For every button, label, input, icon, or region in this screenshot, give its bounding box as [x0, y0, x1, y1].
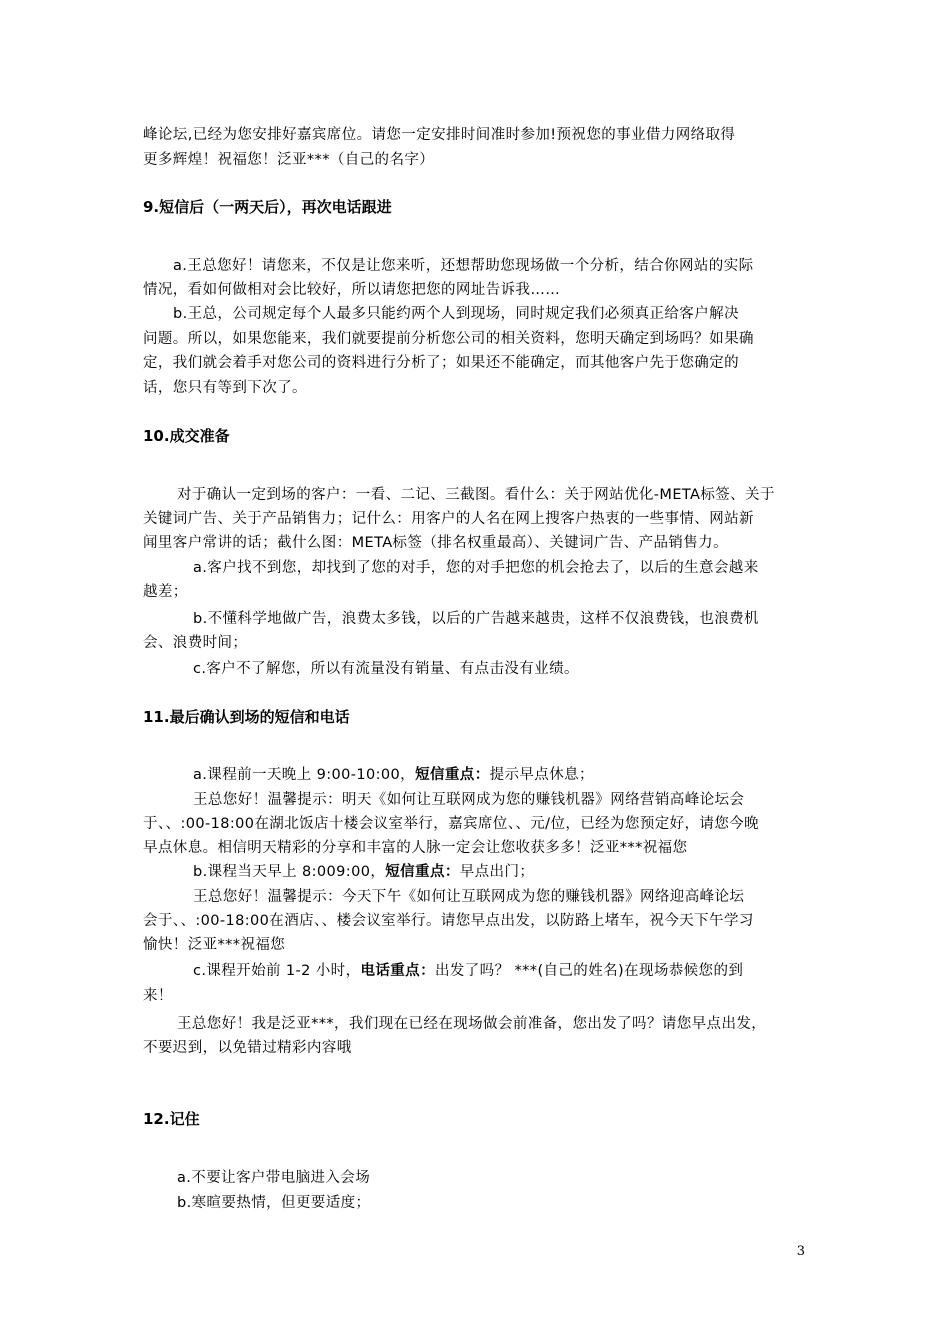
section-11-item-c-line-2: 来！: [143, 988, 173, 1004]
section-10-item-b-line-1: b.不懂科学地做广告，浪费太多钱，以后的广告越来越贵，这样不仅浪费钱，也浪费机: [193, 611, 759, 627]
section-10-item-c-line-1: c.客户不了解您，所以有流量没有销量、有点击没有业绩。: [193, 661, 579, 677]
section-11-msg-a-line-1: 王总您好！温馨提示：明天《如何让互联网成为您的赚钱机器》网络营销高峰论坛会: [193, 792, 745, 808]
section-11-msg-b-line-1: 王总您好！温馨提示：今天下午《如何让互联网成为您的赚钱机器》网络迎高峰论坛: [193, 889, 745, 905]
section-11-msg-a-line-3: 早点休息。相信明天精彩的分享和丰富的人脉一定会让您收获多多！泛亚***祝福您: [143, 840, 688, 856]
section-11-item-b-text: b.课程当天早上 8:009:00，: [193, 864, 386, 880]
heading-section-10: 10.成交准备: [143, 427, 230, 445]
section-11-msg-b-line-3: 愉快！泛亚***祝福您: [143, 937, 286, 953]
section-10-item-b-line-2: 会、浪费时间；: [143, 635, 248, 651]
section-11-item-c-text: c.课程开始前 1-2 小时，: [193, 963, 361, 979]
section-11-item-b-tail: 早点出门；: [459, 864, 535, 880]
heading-section-12: 12.记住: [143, 1110, 200, 1128]
heading-section-11: 11.最后确认到场的短信和电话: [143, 708, 350, 726]
section-11-item-b-bold: 短信重点：: [385, 864, 460, 880]
section-11-msg-c-line-1: 王总您好！我是泛亚***，我们现在已经在现场做会前准备，您出发了吗？请您早点出发，: [177, 1016, 767, 1032]
section-11-item-c-bold: 电话重点：: [360, 963, 435, 979]
section-9-item-b-line-4: 话，您只有等到下次了。: [143, 380, 307, 396]
page-number: 3: [796, 1244, 805, 1259]
section-10-intro-line-2: 关键词广告、关于产品销售力；记什么：用客户的人名在网上搜客户热衷的一些事情、网站新: [143, 511, 754, 527]
paragraph-intro-line-1: 峰论坛,已经为您安排好嘉宾席位。请您一定安排时间准时参加!预祝您的事业借力网络取得: [143, 127, 736, 143]
section-11-item-a-text: a.课程前一天晚上 9:00-10:00，: [193, 767, 416, 783]
section-11-item-a-tail: 提示早点休息；: [489, 767, 594, 783]
section-10-item-a-line-2: 越差；: [143, 584, 188, 600]
section-11-item-a-line: [193, 764, 813, 788]
section-12-item-a: a.不要让客户带电脑进入会场: [177, 1170, 371, 1186]
section-9-item-a-line-1: a.王总您好！请您来，不仅是让您来听，还想帮助您现场做一个分析，结合你网站的实际: [173, 258, 754, 274]
heading-section-9: 9.短信后（一两天后），再次电话跟进: [143, 198, 392, 216]
section-10-intro-line-1: 对于确认一定到场的客户：一看、二记、三截图。看什么：关于网站优化-META标签、关于: [177, 487, 775, 503]
section-11-item-b-line: [193, 861, 813, 885]
section-12-item-b: b.寒暄要热情，但更要适度；: [177, 1195, 371, 1211]
section-10-intro-line-3: 闻里客户常讲的话；截什么图：META标签（排名权重最高）、关键词广告、产品销售力。: [143, 535, 728, 551]
section-11-msg-b-line-2: 会于、、:00-18:00在酒店、、楼会议室举行。请您早点出发，以防路上堵车，祝今天下午学习: [143, 913, 754, 929]
section-11-item-c-tail: 出发了吗？ ***(自己的姓名)在现场恭候您的到: [434, 963, 744, 979]
section-10-item-a-line-1: a.客户找不到您，却找到了您的对手，您的对手把您的机会抢去了，以后的生意会越来: [193, 560, 759, 576]
section-11-msg-c-line-2: 不要迟到，以免错过精彩内容哦: [143, 1040, 352, 1056]
section-11-item-c-line: [193, 960, 813, 984]
section-9-item-b-line-2: 问题。所以，如果您能来，我们就要提前分析您公司的相关资料，您明天确定到场吗？如果确: [143, 331, 754, 347]
section-9-item-b-line-3: 定，我们就会着手对您公司的资料进行分析了；如果还不能确定，而其他客户先于您确定的: [143, 355, 739, 371]
section-11-item-a-bold: 短信重点：: [415, 767, 490, 783]
section-11-msg-a-line-2: 于、、:00-18:00在湖北饭店十楼会议室举行，嘉宾席位、、元/位，已经为您预定好，请您今晚: [143, 816, 760, 832]
section-9-item-a-line-2: 情况，看如何做相对会比较好，所以请您把您的网址告诉我……: [143, 282, 561, 298]
section-9-item-b-line-1: b.王总，公司规定每个人最多只能约两个人到现场，同时规定我们必须真正给客户解决: [173, 306, 739, 322]
paragraph-intro-line-2: 更多辉煌！祝福您！泛亚***（自己的名字）: [143, 152, 435, 168]
